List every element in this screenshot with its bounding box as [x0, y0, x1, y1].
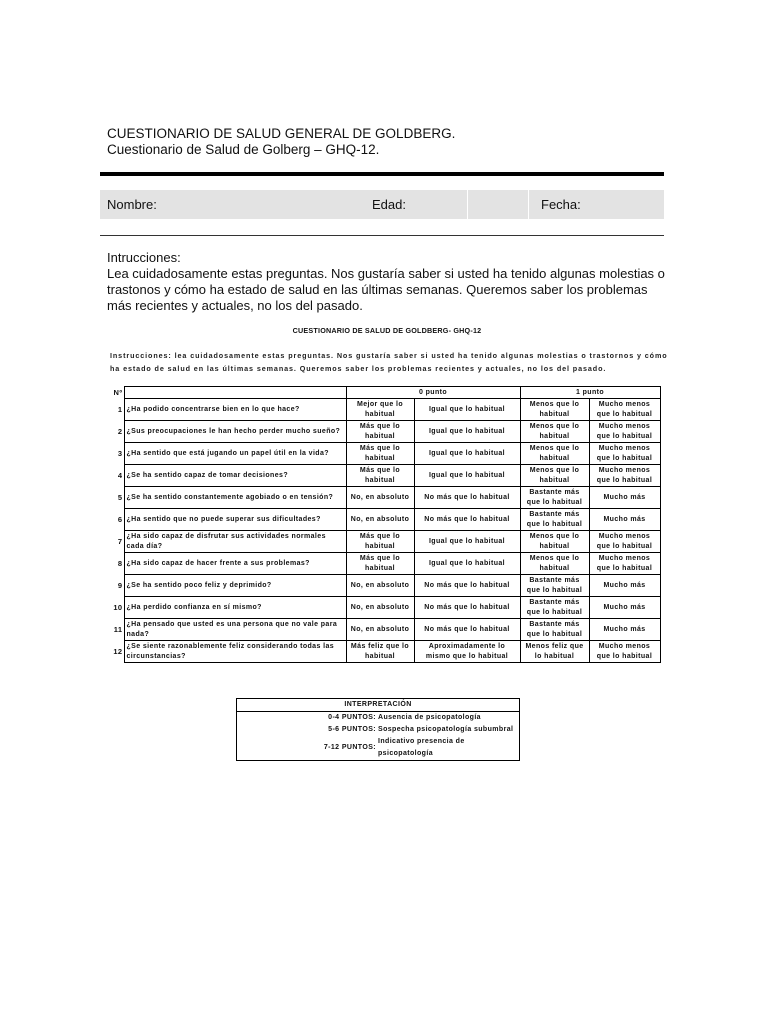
field-divider: [528, 190, 529, 219]
answer-option: Mucho más: [589, 619, 660, 641]
answer-option: No, en absoluto: [346, 619, 414, 641]
question-text: ¿Se ha sentido capaz de tomar decisiones?: [124, 465, 346, 487]
question-text: ¿Ha sentido que está jugando un papel útil en la vida?: [124, 443, 346, 465]
table-row: [110, 597, 660, 619]
item-number: 8: [117, 558, 123, 568]
answer-option: Mucho menos que lo habitual: [589, 465, 660, 487]
interpretation-row: [237, 736, 520, 761]
answer-option: No más que lo habitual: [414, 509, 520, 531]
name-field-label: Nombre:: [107, 197, 157, 212]
answer-option: Mejor que lo habitual: [346, 399, 414, 421]
answer-option: Más feliz que lo habitual: [346, 641, 414, 663]
number-column-header: Nº: [113, 387, 123, 397]
answer-option: Más que lo habitual: [346, 553, 414, 575]
answer-option: Más que lo habitual: [346, 443, 414, 465]
questionnaire-title: CUESTIONARIO DE SALUD DE GOLDBERG- GHQ-12: [292, 326, 482, 335]
answer-option: Mucho menos que lo habitual: [589, 443, 660, 465]
answer-option: No, en absoluto: [346, 597, 414, 619]
item-number: 3: [117, 448, 123, 458]
answer-option: Menos que lo habitual: [520, 443, 589, 465]
instructions-text: Lea cuidadosamente estas preguntas. Nos gustaría saber si usted ha tenido algunas molestias o trastonos y cómo ha estado de salud en las últimas semanas. Queremos saber los problemas más recientes y actuales, no los del pasado.: [107, 266, 665, 313]
question-column-header: [124, 387, 346, 399]
question-text: ¿Ha sido capaz de hacer frente a sus problemas?: [124, 553, 346, 575]
answer-option: No, en absoluto: [346, 509, 414, 531]
item-number: 11: [113, 624, 123, 634]
question-text: ¿Ha podido concentrarse bien en lo que hace?: [124, 399, 346, 421]
answer-option: Menos feliz que lo habitual: [520, 641, 589, 663]
answer-option: Mucho menos que lo habitual: [589, 531, 660, 553]
answer-option: Igual que lo habitual: [414, 465, 520, 487]
table-row: [110, 487, 660, 509]
table-row: [110, 443, 660, 465]
header-divider-thick: [100, 172, 664, 176]
document-subtitle: Cuestionario de Salud de Golberg – GHQ-12.: [107, 142, 380, 157]
question-text: ¿Ha sido capaz de disfrutar sus actividades normales cada día?: [124, 531, 346, 553]
question-text: ¿Se ha sentido constantemente agobiado o en tensión?: [124, 487, 346, 509]
interpretation-meaning: Sospecha psicopatología subumbral: [378, 726, 514, 733]
table-row: [110, 509, 660, 531]
question-text: ¿Ha sentido que no puede superar sus dificultades?: [124, 509, 346, 531]
answer-option: Mucho más: [589, 597, 660, 619]
answer-option: Más que lo habitual: [346, 465, 414, 487]
instructions-heading: Intrucciones:: [107, 250, 181, 265]
table-row: [110, 531, 660, 553]
answer-option: Mucho menos que lo habitual: [589, 641, 660, 663]
answer-option: No, en absoluto: [346, 487, 414, 509]
item-number: 9: [117, 580, 123, 590]
answer-option: Mucho menos que lo habitual: [589, 399, 660, 421]
instructions-block: [107, 250, 667, 314]
table-body: [110, 399, 660, 663]
question-text: ¿Sus preocupaciones le han hecho perder mucho sueño?: [124, 421, 346, 443]
answer-option: Aproximadamente lo mismo que lo habitual: [414, 641, 520, 663]
answer-option: Menos que lo habitual: [520, 531, 589, 553]
answer-option: Menos que lo habitual: [520, 553, 589, 575]
interpretation-meaning: Indicativo presencia de psicopatología: [378, 738, 465, 757]
question-text: ¿Se siente razonablemente feliz considerando todas las circunstancias?: [124, 641, 346, 663]
field-divider: [467, 190, 468, 219]
interpretation-row: [237, 724, 520, 736]
answer-option: Mucho más: [589, 487, 660, 509]
patient-info-bar: [100, 190, 664, 219]
answer-option: Menos que lo habitual: [520, 465, 589, 487]
answer-option: No más que lo habitual: [414, 619, 520, 641]
interpretation-meaning: Ausencia de psicopatología: [378, 714, 481, 721]
question-text: ¿Ha pensado que usted es una persona que no vale para nada?: [124, 619, 346, 641]
interpretation-range: 5-6 PUNTOS:: [328, 726, 376, 733]
question-text: ¿Ha perdido confianza en sí mismo?: [124, 597, 346, 619]
answer-option: Igual que lo habitual: [414, 421, 520, 443]
questionnaire-instructions: Instrucciones: lea cuidadosamente estas preguntas. Nos gustaría saber si usted ha tenido algunas molestias o trastornos y cómo ha estado de salud en las últimas semanas. Queremos saber los problemas recientes y actuales, no los del pasado.: [110, 351, 668, 373]
interpretation-title: INTERPRETACIÓN: [237, 699, 520, 712]
answer-option: Menos que lo habitual: [520, 421, 589, 443]
answer-option: Igual que lo habitual: [414, 443, 520, 465]
item-number: 7: [117, 536, 123, 546]
answer-option: Mucho menos que lo habitual: [589, 553, 660, 575]
age-field-label: Edad:: [372, 197, 406, 212]
item-number: 4: [117, 470, 123, 480]
answer-option: Mucho más: [589, 509, 660, 531]
answer-option: Bastante más que lo habitual: [520, 597, 589, 619]
item-number: 6: [117, 514, 123, 524]
date-field-label: Fecha:: [541, 197, 581, 212]
ghq12-table: [110, 386, 661, 663]
table-row: [110, 575, 660, 597]
table-row: [110, 399, 660, 421]
answer-option: Mucho menos que lo habitual: [589, 421, 660, 443]
interpretation-table: [236, 698, 520, 761]
score-1-header: 1 punto: [520, 387, 660, 399]
answer-option: No, en absoluto: [346, 575, 414, 597]
item-number: 10: [113, 602, 123, 612]
item-number: 12: [113, 646, 123, 656]
interpretation-row: [237, 712, 520, 725]
answer-option: Igual que lo habitual: [414, 399, 520, 421]
answer-option: Más que lo habitual: [346, 421, 414, 443]
table-row: [110, 421, 660, 443]
answer-option: Menos que lo habitual: [520, 399, 589, 421]
answer-option: Igual que lo habitual: [414, 531, 520, 553]
table-row: [110, 619, 660, 641]
answer-option: Igual que lo habitual: [414, 553, 520, 575]
table-row: [110, 465, 660, 487]
answer-option: Bastante más que lo habitual: [520, 487, 589, 509]
interpretation-range: 0-4 PUNTOS:: [328, 714, 376, 721]
answer-option: Mucho más: [589, 575, 660, 597]
answer-option: No más que lo habitual: [414, 575, 520, 597]
answer-option: Bastante más que lo habitual: [520, 575, 589, 597]
item-number: 5: [117, 492, 123, 502]
document-title: CUESTIONARIO DE SALUD GENERAL DE GOLDBERG.: [107, 126, 456, 141]
table-header-row: [110, 387, 660, 399]
score-0-header: 0 punto: [346, 387, 520, 399]
header-divider-thin: [100, 235, 664, 236]
table-row: [110, 641, 660, 663]
answer-option: Bastante más que lo habitual: [520, 509, 589, 531]
question-text: ¿Se ha sentido poco feliz y deprimido?: [124, 575, 346, 597]
answer-option: No más que lo habitual: [414, 597, 520, 619]
table-row: [110, 553, 660, 575]
answer-option: Bastante más que lo habitual: [520, 619, 589, 641]
item-number: 2: [117, 426, 123, 436]
item-number: 1: [117, 404, 123, 414]
answer-option: No más que lo habitual: [414, 487, 520, 509]
interpretation-range: 7-12 PUNTOS:: [323, 744, 376, 751]
answer-option: Más que lo habitual: [346, 531, 414, 553]
